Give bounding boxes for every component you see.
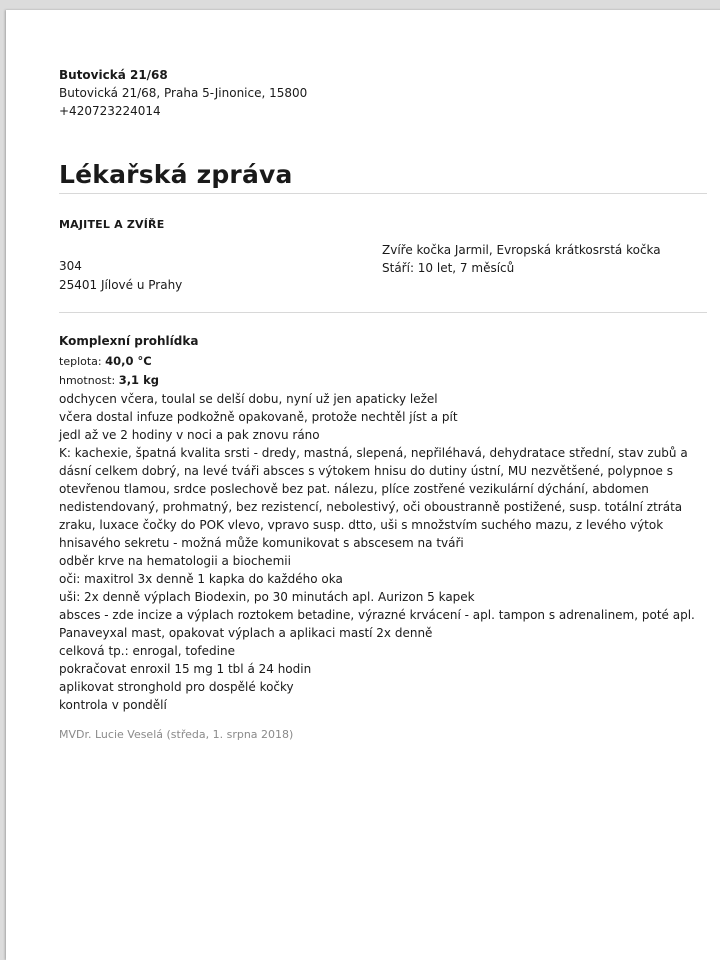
exam-note: jedl až ve 2 hodiny v noci a pak znovu ráno xyxy=(59,428,320,442)
exam-note: oči: maxitrol 3x denně 1 kapka do každého oka xyxy=(59,572,343,586)
exam-note: pokračovat enroxil 15 mg 1 tbl á 24 hodin xyxy=(59,662,312,676)
exam-note: odchycen včera, toulal se delší dobu, nyní už jen apaticky ležel xyxy=(59,392,438,406)
weight-row xyxy=(59,371,709,390)
signature: MVDr. Lucie Veselá (středa, 1. srpna 2018) xyxy=(59,728,294,741)
weight-label: hmotnost: xyxy=(59,374,116,387)
clinic-phone: +420723224014 xyxy=(59,104,161,118)
divider xyxy=(59,312,707,313)
exam-section xyxy=(59,332,709,744)
owner-section-heading: MAJITEL A ZVÍŘE xyxy=(59,218,165,231)
exam-note: kontrola v pondělí xyxy=(59,698,167,712)
exam-note: včera dostal infuze podkožně opakovaně, protože nechtěl jíst a pít xyxy=(59,410,458,424)
animal-info xyxy=(382,241,661,277)
animal-line: Zvíře kočka Jarmil, Evropská krátkosrstá kočka xyxy=(382,243,661,257)
clinic-address: Butovická 21/68, Praha 5-Jinonice, 15800 xyxy=(59,86,308,100)
exam-note: K: kachexie, špatná kvalita srsti - dredy, mastná, slepená, nepřiléhavá, dehydratace střední, stav zubů a dásní celkem dobrý, na levé tváři absces s výtokem hnisu do dutiny ústní, MU nezvětšené, polypnoe s otevřenou tlamou, srdce poslechově bez pat. nálezu, plíce zostřené vezikulární dýchání, abdomen nedistendovaný, prohmatný, bez rezistencí, nebolestivý, oči oboustranně postižené, susp. totální ztráta zraku, luxace čočky do POK vlevo, vpravo susp. dtto, uši s množstvím suchého mazu, z levého výtok hnisavého sekretu - možná může komunikovat s abscesem na tváři xyxy=(59,446,688,550)
exam-note: aplikovat stronghold pro dospělé kočky xyxy=(59,680,294,694)
clinic-name: Butovická 21/68 xyxy=(59,68,168,82)
exam-title: Komplexní prohlídka xyxy=(59,334,199,348)
exam-note: celková tp.: enrogal, tofedine xyxy=(59,644,235,658)
owner-address-line1: 304 xyxy=(59,259,82,273)
owner-address-line2: 25401 Jílové u Prahy xyxy=(59,278,183,292)
document-title: Lékařská zpráva xyxy=(59,160,293,189)
animal-age: Stáří: 10 let, 7 měsíců xyxy=(382,261,515,275)
clinic-header xyxy=(59,66,307,120)
document-page xyxy=(6,10,720,960)
exam-note: absces - zde incize a výplach roztokem betadine, výrazné krvácení - apl. tampon s adrenalinem, poté apl. Panaveyxal mast, opakovat výplach a aplikaci mastí 2x denně xyxy=(59,608,695,640)
exam-note: odběr krve na hematologii a biochemii xyxy=(59,554,291,568)
exam-note: uši: 2x denně výplach Biodexin, po 30 minutách apl. Aurizon 5 kapek xyxy=(59,590,475,604)
divider xyxy=(59,193,707,194)
temperature-row xyxy=(59,352,709,371)
temperature-label: teplota: xyxy=(59,355,102,368)
weight-value: 3,1 kg xyxy=(118,373,159,387)
temperature-value: 40,0 °C xyxy=(105,354,152,368)
owner-address xyxy=(59,257,182,295)
